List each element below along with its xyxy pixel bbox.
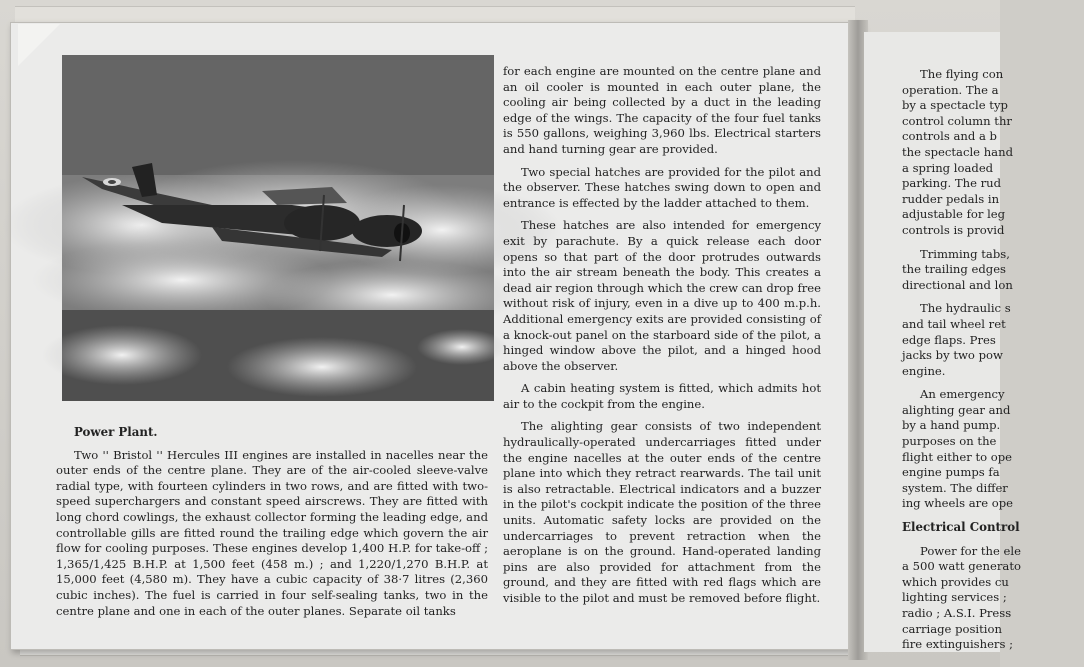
- hydraulic-paragraph: [884, 301, 1084, 379]
- text-line: by a spectacle typ: [902, 98, 1008, 113]
- text-line: ing wheels are ope: [902, 496, 1014, 511]
- text-line: controls is provid: [902, 222, 1005, 237]
- text-line: which provides cu: [902, 574, 1009, 589]
- trimming-tabs-paragraph: [884, 247, 1084, 294]
- text-line: adjustable for leg: [902, 207, 1006, 222]
- text-line: and tail wheel ret: [902, 316, 1006, 331]
- text-line: fire extinguishers ;: [902, 637, 1014, 652]
- text-line: jacks by two pow: [902, 348, 1003, 363]
- alighting-gear-paragraph: The alighting gear consists of two independent hydraulically-operated undercarriages fitted under the engine nacelles at the outer ends of the centre plane into which they retract rearwards. The tail unit is also retractable. Electrical indicators and a buzzer in the pilot's cockpit indicate the position of the three units. Automatic safety locks are provided on the undercarriages to prevent retraction when the aeroplane is on the ground. Hand-operated landing pins are also provided for attachment from the ground, and they are fitted with red flags which are visible to the pilot and must be removed before flight.: [503, 419, 821, 605]
- text-line: engine.: [902, 363, 946, 378]
- text-line: controls and a b: [902, 129, 997, 144]
- text-line: control column thr: [902, 113, 1012, 128]
- text-line: The hydraulic s: [920, 301, 1011, 316]
- text-line: the spectacle hand: [902, 144, 1013, 159]
- right-page: [864, 32, 1021, 652]
- text-line: directional and lon: [902, 277, 1013, 292]
- aircraft-photo: [62, 55, 494, 401]
- text-line: the trailing edges: [902, 262, 1006, 277]
- text-line: alighting gear and: [902, 402, 1011, 417]
- text-line: edge flaps. Pres: [902, 332, 996, 347]
- text-line: engine pumps fa: [902, 465, 1000, 480]
- middle-text-column: [503, 64, 821, 614]
- text-line: system. The differ: [902, 480, 1008, 495]
- right-text-column: [884, 67, 1084, 661]
- electrical-paragraph: [884, 544, 1084, 653]
- text-line: Trimming tabs,: [920, 246, 1010, 261]
- text-line: radio ; A.S.I. Press: [902, 606, 1012, 620]
- text-line: by a hand pump.: [902, 418, 1001, 433]
- power-plant-heading: Power Plant.: [74, 425, 158, 439]
- emergency-paragraph: [884, 387, 1084, 512]
- text-line: carriage position: [902, 621, 1002, 636]
- emergency-exit-paragraph: These hatches are also intended for emergency exit by parachute. By a quick release each door opens so that part of the door protrudes outwards into the air stream beneath the body. This creates a dead air region through which the crew can drop free without risk of injury, even in a dive up to 400 m.p.h. Additional emergency exits are provided consisting of a knock-out panel on the starboard side of the pilot, a hinged window above the pilot, and a hinged hood above the observer.: [503, 218, 821, 373]
- power-plant-section: [56, 425, 488, 626]
- text-line: The flying con: [920, 67, 1004, 81]
- text-line: Power for the ele: [920, 543, 1021, 558]
- text-line: parking. The rud: [902, 176, 1002, 191]
- text-line: operation. The a: [902, 82, 999, 97]
- text-line: flight either to ope: [902, 449, 1013, 464]
- flying-controls-paragraph: [884, 67, 1084, 239]
- text-line: a spring loaded: [902, 160, 994, 175]
- text-line: An emergency: [920, 387, 1005, 402]
- hatches-paragraph: Two special hatches are provided for the pilot and the observer. These hatches swing down to open and entrance is effected by the ladder attached to them.: [503, 164, 821, 210]
- folded-corner: [18, 24, 60, 66]
- text-line: lighting services ;: [902, 590, 1007, 605]
- electrical-control-heading: Electrical Control: [902, 520, 1020, 535]
- power-plant-paragraph: Two '' Bristol '' Hercules III engines are installed in nacelles near the outer ends of the centre plane. They are of the air-cooled sleeve-valve radial type, with fourteen cylinders in two rows, and are fitted with two-speed superchargers and constant speed airscrews. They are fitted with long chord cowlings, the exhaust collector forming the leading edge, and controllable gills are fitted round the trailing edge which govern the air flow for cooling purposes. These engines develop 1,400 H.P. for take-off ; 1,365/1,425 B.H.P. at 1,500 feet (458 m.) ; and 1,220/1,270 B.H.P. at 15,000 feet (4,580 m). They have a cubic capacity of 38·7 litres (2,360 cubic inches). The fuel is carried in four self-sealing tanks, two in the centre plane and one in each of the outer planes. Separate oil tanks: [56, 447, 488, 618]
- text-line: purposes on the: [902, 434, 997, 449]
- text-line: rudder pedals in: [902, 191, 1000, 206]
- text-line: a 500 watt generato: [902, 559, 1021, 574]
- oil-tanks-paragraph: for each engine are mounted on the centre plane and an oil cooler is mounted in each outer plane, the cooling air being collected by a duct in the leading edge of the wings. The capacity of the four fuel tanks is 550 gallons, weighing 3,960 lbs. Electrical starters and hand turning gear are provided.: [503, 64, 821, 156]
- cabin-heating-paragraph: A cabin heating system is fitted, which admits hot air to the cockpit from the engine.: [503, 381, 821, 411]
